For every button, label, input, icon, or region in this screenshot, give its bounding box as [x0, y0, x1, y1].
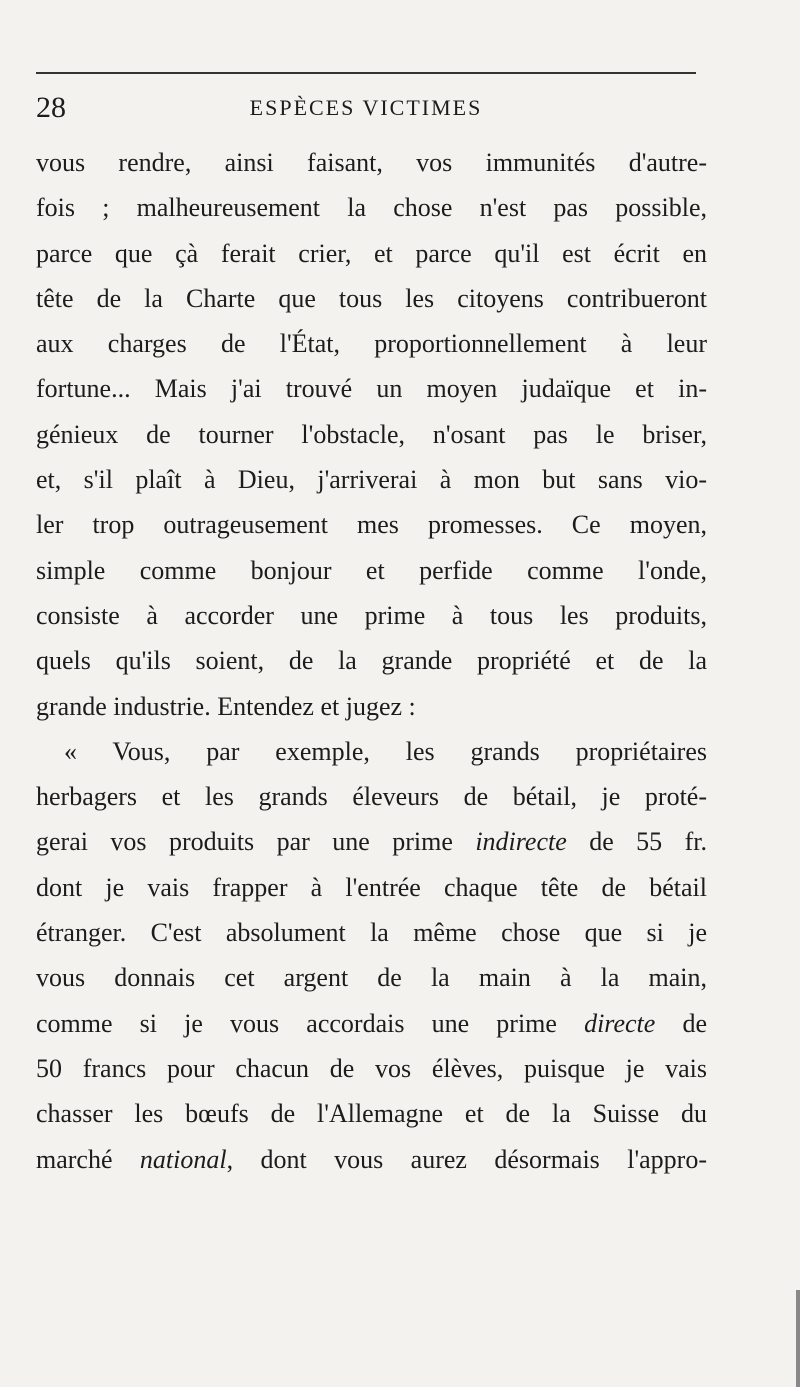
text-line: 50 francs pour chacun de vos élèves, puisque je vais: [36, 1053, 707, 1083]
text-line: parce que çà ferait crier, et parce qu'il est écrit en: [36, 238, 707, 268]
emphasized-word: national: [139, 1144, 227, 1174]
text-run: de: [655, 1008, 707, 1038]
text-line: et, s'il plaît à Dieu, j'arriverai à mon but sans vio-: [36, 465, 707, 495]
text-line: [36, 1001, 707, 1046]
text-line: génieux de tourner l'obstacle, n'osant pas le briser,: [36, 419, 707, 449]
text-run: gerai vos produits par une prime: [36, 827, 476, 857]
page-number: 28: [36, 91, 66, 124]
text-line: simple comme bonjour et perfide comme l'onde,: [36, 555, 707, 585]
text-line: consiste à accorder une prime à tous les produits,: [36, 600, 707, 630]
emphasized-word: directe: [584, 1008, 656, 1038]
page-header: [36, 88, 696, 128]
text-run: comme si je vous accordais une prime: [36, 1008, 585, 1038]
text-line: étranger. C'est absolument la même chose que si je: [36, 918, 707, 948]
text-line: fois ; malheureusement la chose n'est pas possible,: [36, 193, 707, 223]
text-line: quels qu'ils soient, de la grande propriété et de la: [36, 646, 707, 676]
header-rule: [36, 72, 696, 74]
emphasized-word: indirecte: [475, 827, 567, 857]
text-run: de 55 fr.: [566, 827, 707, 857]
text-line: grande industrie. Entendez et jugez :: [36, 691, 416, 721]
text-line: fortune... Mais j'ai trouvé un moyen judaïque et in-: [36, 374, 707, 404]
text-line: vous donnais cet argent de la main à la main,: [36, 963, 707, 993]
text-line: aux charges de l'État, proportionnellement à leur: [36, 329, 707, 359]
text-line: ler trop outrageusement mes promesses. Ce moyen,: [36, 510, 707, 540]
text-run: , dont vous aurez désormais l'appro-: [226, 1144, 707, 1174]
text-line: herbagers et les grands éleveurs de bétail, je proté-: [36, 782, 707, 812]
text-line: vous rendre, ainsi faisant, vos immunités d'autre-: [36, 148, 707, 177]
text-run: marché: [36, 1144, 140, 1174]
text-line: tête de la Charte que tous les citoyens contribueront: [36, 283, 707, 313]
text-line: chasser les bœufs de l'Allemagne et de la Suisse du: [36, 1099, 707, 1129]
text-line: dont je vais frapper à l'entrée chaque tête de bétail: [36, 872, 707, 902]
text-line: [36, 1137, 707, 1182]
text-line: « Vous, par exemple, les grands propriétaires: [64, 736, 707, 766]
body-text: [36, 140, 707, 1182]
text-line: [36, 819, 707, 864]
running-head: ESPÈCES VICTIMES: [249, 95, 483, 120]
page-edge-shadow: [796, 1290, 800, 1387]
